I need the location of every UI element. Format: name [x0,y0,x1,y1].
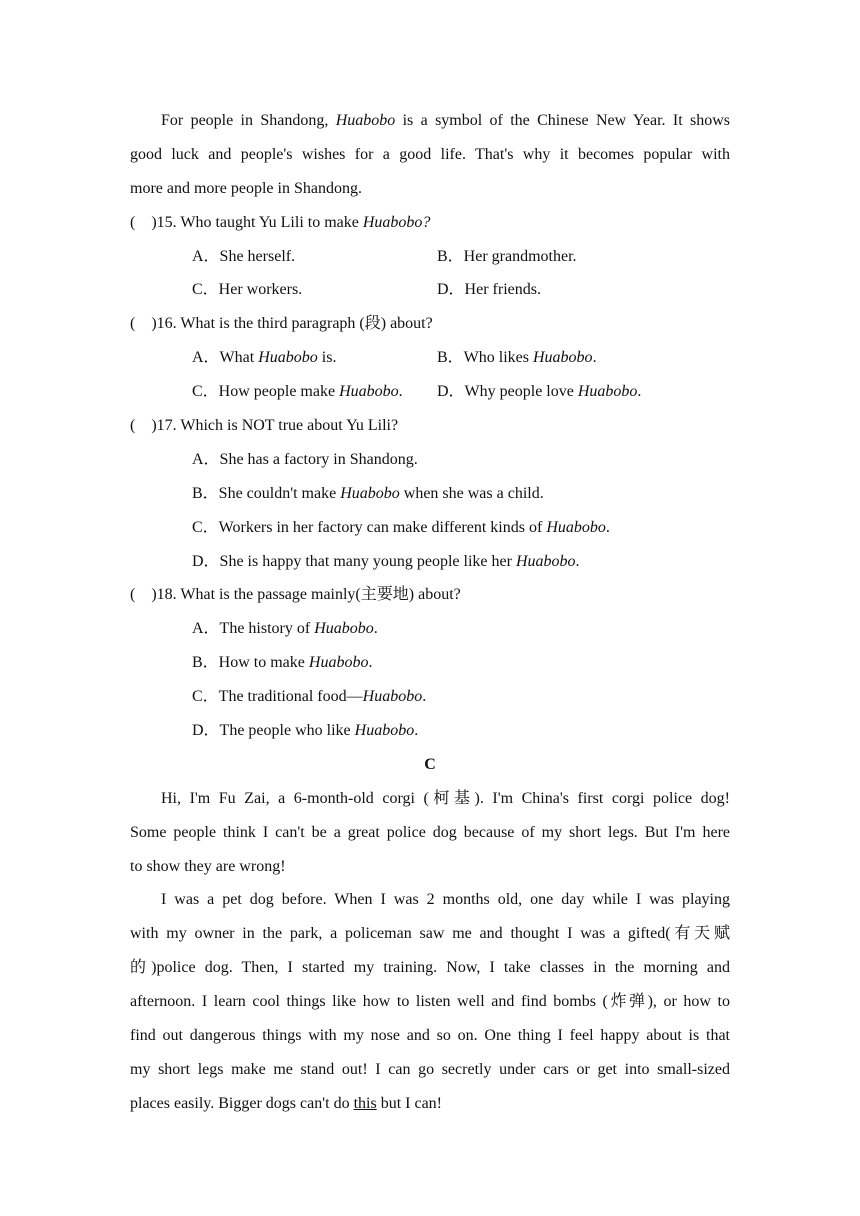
text-line: to show they are wrong! [130,857,286,875]
options-row [130,375,730,409]
options-row [130,240,730,274]
question-stem: ( )15. Who taught Yu Lili to make Huabobo? [130,213,431,231]
passage-c-paragraph-1 [130,782,730,884]
text-line: places easily. Bigger dogs can't do this but I can! [130,1094,442,1112]
options-row [130,273,730,307]
option-b: B．How to make Huabobo. [192,654,373,672]
section-heading: C [424,755,436,773]
question-stem: ( )16. What is the third paragraph (段) about? [130,315,433,333]
text-line: with my owner in the park, a policeman saw me and thought I was a gifted(有天赋 [130,925,730,943]
option-c: C．How people make Huabobo. [192,383,403,401]
question-18 [130,578,730,747]
text-line: good luck and people's wishes for a good life. That's why it becomes popular with [130,145,730,163]
text-line: I was a pet dog before. When I was 2 months old, one day while I was playing [161,891,730,909]
text-line: more and more people in Shandong. [130,179,362,197]
option-a: A．The history of Huabobo. [192,620,378,638]
option-b: B．She couldn't make Huabobo when she was a child. [192,484,544,502]
text-line: Some people think I can't be a great police dog because of my short legs. But I'm here [130,823,730,841]
options-row [130,341,730,375]
text-line: my short legs make me stand out! I can go secretly under cars or get into small-sized [130,1060,730,1078]
option-a: A．She has a factory in Shandong. [192,450,418,468]
question-17 [130,409,730,578]
option-a: A．What Huabobo is. [192,349,337,367]
passage-b-paragraph [130,104,730,206]
question-16 [130,307,730,409]
text-line: For people in Shandong, Huabobo is a symbol of the Chinese New Year. It shows [161,112,731,129]
option-c: C．The traditional food—Huabobo. [192,688,427,706]
text-line: afternoon. I learn cool things like how to listen well and find bombs (炸弹), or how to [130,993,730,1011]
option-d: D．Why people love Huabobo. [437,383,642,401]
option-b: B．Who likes Huabobo. [437,349,597,367]
option-d: D．Her friends. [437,281,541,299]
text-line: Hi, I'm Fu Zai, a 6-month-old corgi (柯基). I'm China's first corgi police dog! [161,789,730,807]
option-d: D．She is happy that many young people like her Huabobo. [192,552,580,570]
option-d: D．The people who like Huabobo. [192,722,419,740]
text-line: find out dangerous things with my nose and so on. One thing I feel happy about is that [130,1027,730,1045]
option-c: C．Her workers. [192,281,303,299]
text-line: 的)police dog. Then, I started my training. Now, I take classes in the morning and [130,959,730,977]
question-stem: ( )17. Which is NOT true about Yu Lili? [130,417,399,435]
question-stem: ( )18. What is the passage mainly(主要地) about? [130,586,461,604]
option-a: A．She herself. [192,247,296,265]
underlined-word: this [353,1094,377,1112]
option-b: B．Her grandmother. [437,247,577,265]
passage-c-paragraph-2 [130,883,730,1120]
page-content [130,104,730,1121]
question-15 [130,206,730,308]
option-c: C．Workers in her factory can make different kinds of Huabobo. [192,518,610,536]
